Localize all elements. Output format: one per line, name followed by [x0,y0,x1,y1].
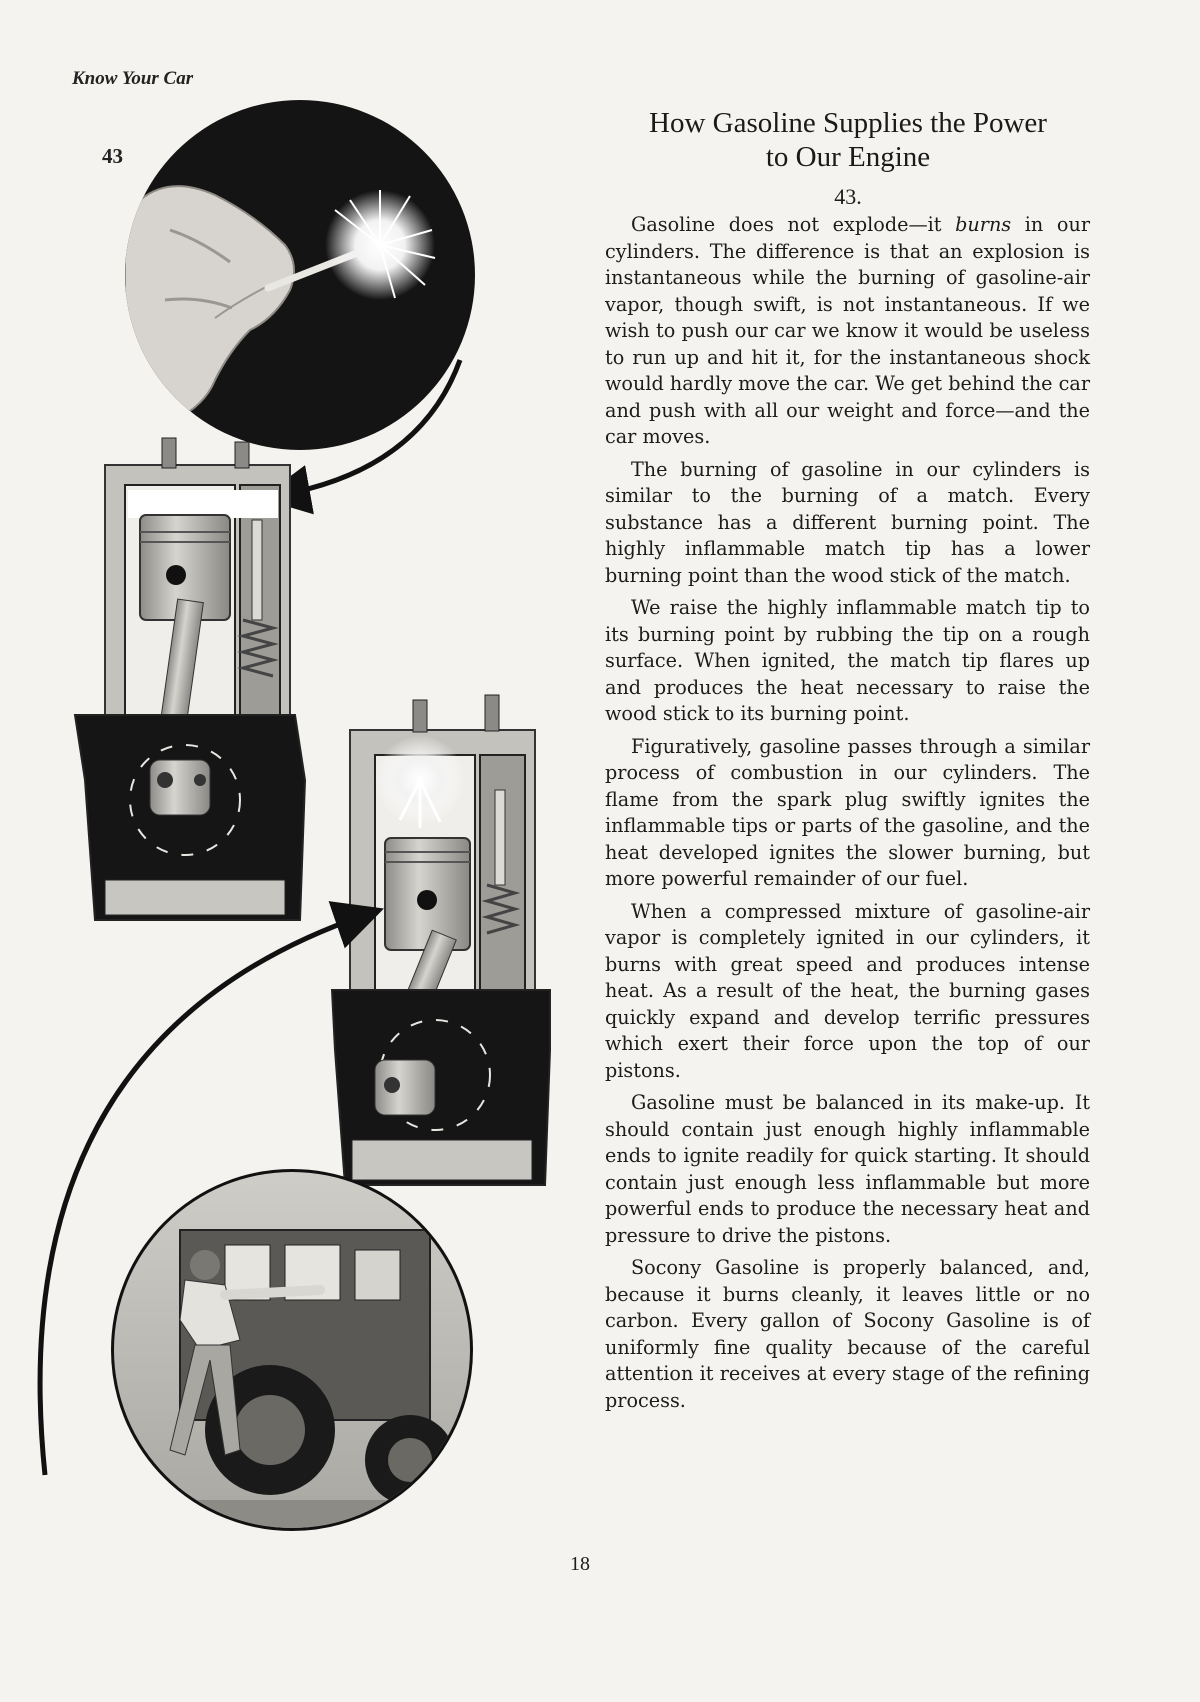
paragraph: We raise the highly inflammable match tip to its burning point by rubbing the tip on a rough surface. When ignited, the match tip flares up and produces the heat necessary to raise the wood stick to its burning point. [605,596,1090,725]
running-head: Know Your Car [72,68,194,89]
article-title [598,106,1098,174]
engine-cutaway-icon [332,695,550,1185]
paragraph: Figuratively, gasoline passes through a similar process of combustion in our cylinders. The flame from the spark plug swiftly ignites the inflammable tips or parts of the gasoline, and the heat developed ignites the slower burning, but more powerful remainder of our fuel. [605,734,1090,890]
match-flare-icon [125,100,475,450]
paragraph: Gasoline does not explode—it burns in our cylinders. The difference is that an explosion is instantaneous while the burning of gasoline-air vapor, though swift, is not instantaneous. If we wish to push our car we know it would be useless to run up and hit it, for the instantaneous shock would hardly move the car. We get behind the car and push with all our weight and force—and the car moves. [605,213,1090,448]
illustration [0,0,560,1702]
emphasis: burns [955,213,1012,236]
paragraph: When a compressed mixture of gasoline-air vapor is completely ignited in our cylinders, it burns with great speed and produces intense heat. As a result of the heat, the burning gases quickly expand and develop terrific pressures which exert their force upon the top of our pistons. [605,899,1090,1082]
man-pushing-car-icon [110,1170,490,1540]
page-number: 18 [570,1553,590,1575]
paragraph: Socony Gasoline is properly balanced, and, because it burns cleanly, it leaves little or no carbon. Every gallon of Socony Gasoline is of uniformly fine quality because of the careful attention it receives at every stage of the refining process. [605,1256,1090,1412]
article-body [605,212,1090,1420]
section-number: 43. [834,184,862,209]
figure-number: 43 [102,144,123,168]
article-title-line-1: How Gasoline Supplies the Power [649,107,1047,139]
paragraph: The burning of gasoline in our cylinders is similar to the burning of a match. Every substance has a different burning point. The highly inflammable match tip has a lower burning point than the wood stick of the match. [605,457,1090,587]
paragraph: Gasoline must be balanced in its make-up. It should contain just enough highly inflammable ends to ignite readily for quick starting. It should contain just enough less inflammable but more powerful ends to produce the necessary heat and pressure to drive the pistons. [605,1091,1090,1247]
engine-cutaway-icon [75,438,305,920]
article-title-line-2: to Our Engine [765,141,931,173]
